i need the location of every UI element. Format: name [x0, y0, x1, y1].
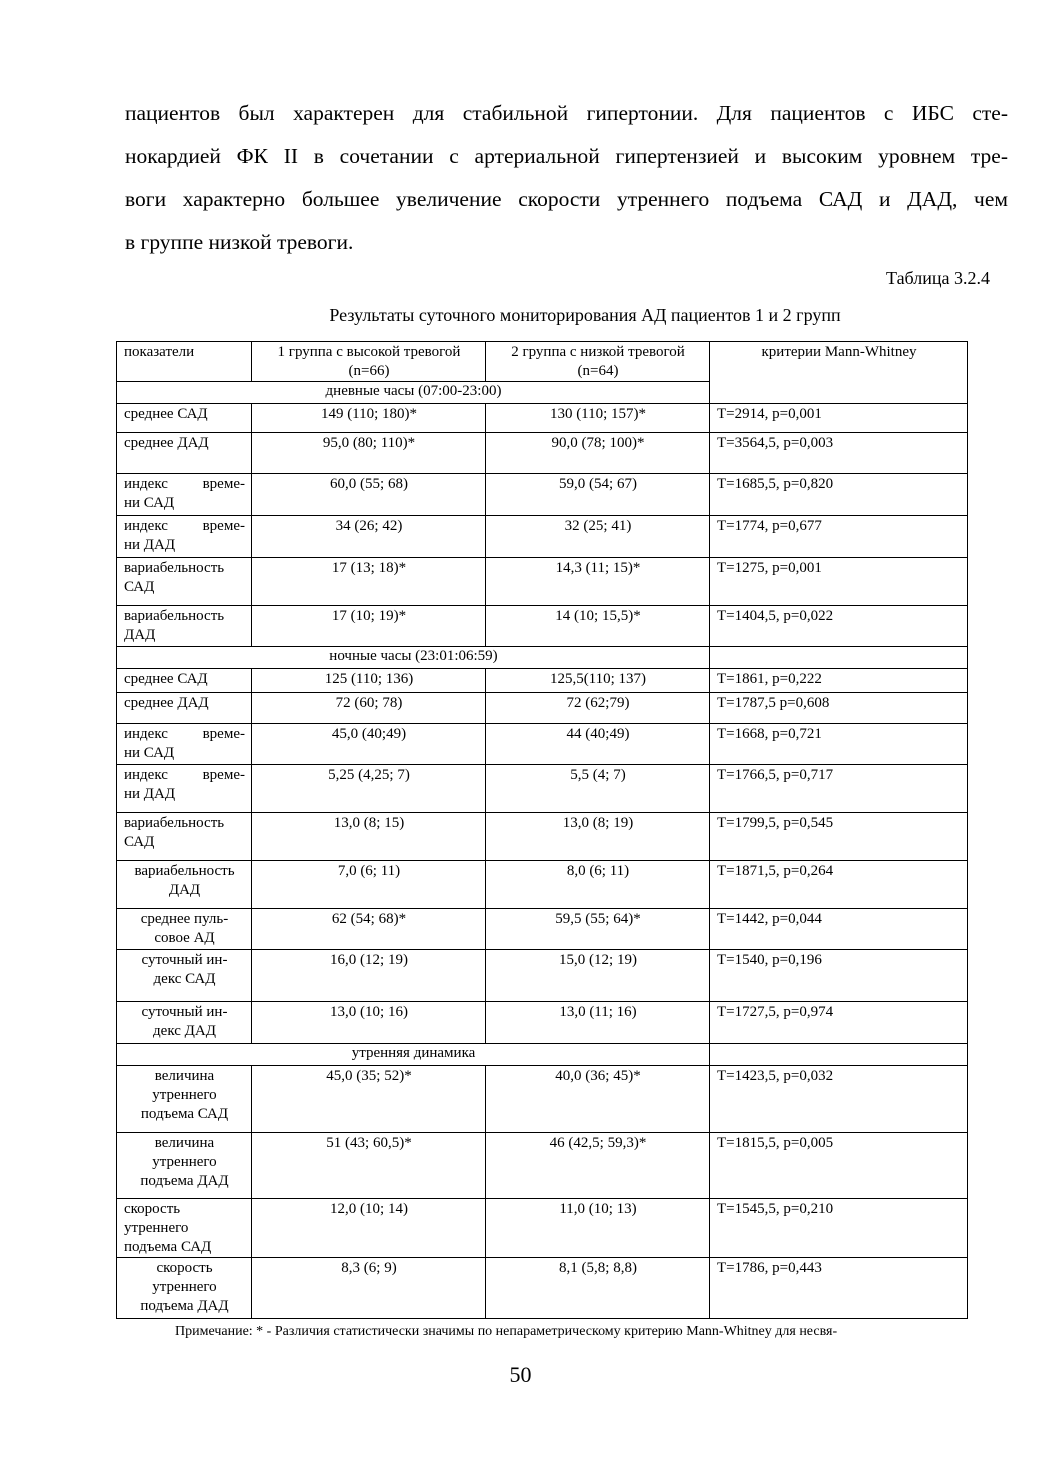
indicator-name-line: величина — [154, 1068, 215, 1084]
table-row — [117, 404, 968, 433]
indicator-name-line: подъема САД — [140, 1106, 229, 1122]
indicator-name-line: ни САД — [124, 495, 175, 511]
indicator-name — [117, 909, 252, 950]
group1-value: 12,0 (10; 14) — [252, 1199, 486, 1258]
group1-value: 45,0 (40;49) — [252, 724, 486, 765]
indicator-name-line: утреннего — [152, 1154, 217, 1170]
group1-value: 17 (13; 18)* — [252, 558, 486, 606]
criteria-value: T=3564,5, p=0,003 — [710, 433, 968, 474]
group1-value: 95,0 (80; 110)* — [252, 433, 486, 474]
indicator-name-line: вариабельность — [124, 815, 225, 831]
group1-value: 13,0 (10; 16) — [252, 1002, 486, 1044]
indicator-name-line: величина — [154, 1135, 215, 1151]
indicator-name-line: индекс време- — [124, 726, 245, 742]
indicator-name: среднее САД — [117, 669, 252, 693]
section-title: дневные часы (07:00-23:00) — [117, 382, 710, 404]
indicator-name-line: ни ДАД — [124, 537, 176, 553]
indicator-name-line: вариабельность — [134, 863, 235, 879]
group1-value: 72 (60; 78) — [252, 693, 486, 724]
section-row — [117, 647, 968, 669]
paragraph-line: пациентов был характерен для стабильной гипертонии. Для пациентов с ИБС сте- — [125, 101, 1008, 125]
table-row — [117, 474, 968, 516]
indicator-name — [117, 1002, 252, 1044]
criteria-value: T=1871,5, p=0,264 — [710, 861, 968, 909]
criteria-value: T=1766,5, p=0,717 — [710, 765, 968, 813]
table-row — [117, 950, 968, 1002]
indicator-name-line: совое АД — [154, 930, 215, 946]
table-row — [117, 1002, 968, 1044]
group2-value: 90,0 (78; 100)* — [486, 433, 710, 474]
group1-value: 17 (10; 19)* — [252, 606, 486, 647]
indicator-name-line: утреннего — [152, 1279, 217, 1295]
group1-value: 8,3 (6; 9) — [252, 1258, 486, 1319]
group2-value: 14 (10; 15,5)* — [486, 606, 710, 647]
group1-value: 7,0 (6; 11) — [252, 861, 486, 909]
indicator-name-line: утреннего — [152, 1087, 217, 1103]
indicator-name — [117, 724, 252, 765]
paragraph-line: нокардией ФК II в сочетании с артериальной гипертензией и высоким уровнем тре- — [125, 144, 1008, 168]
indicator-name — [117, 1133, 252, 1199]
group2-value: 44 (40;49) — [486, 724, 710, 765]
group1-value: 45,0 (35; 52)* — [252, 1066, 486, 1133]
table-row — [117, 813, 968, 861]
group1-value: 5,25 (4,25; 7) — [252, 765, 486, 813]
table-row — [117, 433, 968, 474]
table-row — [117, 1133, 968, 1199]
criteria-value: T=1786, p=0,443 — [710, 1258, 968, 1319]
criteria-value: T=1545,5, p=0,210 — [710, 1199, 968, 1258]
group1-value: 51 (43; 60,5)* — [252, 1133, 486, 1199]
group2-value: 46 (42,5; 59,3)* — [486, 1133, 710, 1199]
page-number: 50 — [509, 1362, 532, 1387]
section-row — [117, 1044, 968, 1066]
indicator-name — [117, 1066, 252, 1133]
indicator-name — [117, 606, 252, 647]
criteria-value: T=1275, p=0,001 — [710, 558, 968, 606]
indicator-name-line: подъема САД — [124, 1239, 212, 1255]
criteria-value: T=1727,5, p=0,974 — [710, 1002, 968, 1044]
indicator-name — [117, 950, 252, 1002]
indicator-name-line: САД — [124, 834, 155, 850]
indicator-name — [117, 1258, 252, 1319]
indicator-name-line: ни ДАД — [124, 786, 176, 802]
criteria-value: T=1442, p=0,044 — [710, 909, 968, 950]
table-row — [117, 1199, 968, 1258]
criteria-value: T=1685,5, p=0,820 — [710, 474, 968, 516]
table-row — [117, 558, 968, 606]
header-group2: 2 группа с низкой тревогой (n=64) — [486, 342, 710, 382]
indicator-name: среднее САД — [117, 404, 252, 433]
indicator-name-line: среднее пуль- — [140, 911, 229, 927]
group2-value: 32 (25; 41) — [486, 516, 710, 558]
indicator-name — [117, 516, 252, 558]
group2-value: 14,3 (11; 15)* — [486, 558, 710, 606]
table-row — [117, 1066, 968, 1133]
group2-value: 72 (62;79) — [486, 693, 710, 724]
section-empty-cell — [710, 1044, 968, 1066]
group1-value: 16,0 (12; 19) — [252, 950, 486, 1002]
group2-value: 130 (110; 157)* — [486, 404, 710, 433]
criteria-value: T=1861, p=0,222 — [710, 669, 968, 693]
group2-value: 59,5 (55; 64)* — [486, 909, 710, 950]
table-row — [117, 516, 968, 558]
table-row — [117, 606, 968, 647]
criteria-value: T=1815,5, p=0,005 — [710, 1133, 968, 1199]
table-row — [117, 909, 968, 950]
table-row — [117, 693, 968, 724]
indicator-name-line: индекс време- — [124, 476, 245, 492]
indicator-name-line: вариабельность — [124, 560, 225, 576]
group2-value: 125,5(110; 137) — [486, 669, 710, 693]
group2-value: 11,0 (10; 13) — [486, 1199, 710, 1258]
table-note: Примечание: * - Различия статистически значимы по непараметрическому критерию Mann-Whitney для несвя- — [175, 1324, 838, 1339]
group2-value: 8,1 (5,8; 8,8) — [486, 1258, 710, 1319]
indicator-name-line: скорость — [124, 1201, 181, 1217]
paragraph-line: воги характерно большее увеличение скорости утреннего подъема САД и ДАД, чем — [125, 187, 1008, 211]
indicator-name-line: ни САД — [124, 745, 175, 761]
indicator-name — [117, 765, 252, 813]
group2-value: 13,0 (8; 19) — [486, 813, 710, 861]
indicator-name-line: подъема ДАД — [140, 1173, 229, 1189]
table-title: Результаты суточного мониторирования АД пациентов 1 и 2 групп — [329, 305, 841, 325]
indicator-name-line: ДАД — [168, 882, 201, 898]
indicator-name: среднее ДАД — [117, 693, 252, 724]
group2-value: 8,0 (6; 11) — [486, 861, 710, 909]
criteria-value: T=1423,5, p=0,032 — [710, 1066, 968, 1133]
indicator-name-line: подъема ДАД — [140, 1298, 229, 1314]
indicator-name-line: скорость — [156, 1260, 213, 1276]
results-table — [116, 341, 968, 1319]
header-indicators: показатели — [117, 342, 252, 382]
section-title: утренняя динамика — [117, 1044, 710, 1066]
header-criteria: критерии Mann-Whitney — [710, 342, 968, 404]
criteria-value: T=2914, p=0,001 — [710, 404, 968, 433]
criteria-value: T=1774, p=0,677 — [710, 516, 968, 558]
indicator-name-line: суточный ин- — [141, 1004, 228, 1020]
group1-value: 62 (54; 68)* — [252, 909, 486, 950]
indicator-name — [117, 861, 252, 909]
header-group1: 1 группа с высокой тревогой (n=66) — [252, 342, 486, 382]
indicator-name — [117, 558, 252, 606]
paragraph-line: в группе низкой тревоги. — [125, 230, 354, 254]
table-row — [117, 724, 968, 765]
criteria-value: T=1668, p=0,721 — [710, 724, 968, 765]
indicator-name-line: декс САД — [153, 971, 216, 987]
indicator-name — [117, 474, 252, 516]
body-paragraph — [125, 92, 1008, 264]
section-empty-cell — [710, 647, 968, 669]
indicator-name-line: индекс време- — [124, 767, 245, 783]
indicator-name-line: ДАД — [124, 627, 156, 643]
indicator-name-line: индекс време- — [124, 518, 245, 534]
group1-value: 125 (110; 136) — [252, 669, 486, 693]
criteria-value: T=1404,5, p=0,022 — [710, 606, 968, 647]
table-header-row — [117, 342, 968, 382]
group2-value: 5,5 (4; 7) — [486, 765, 710, 813]
table-number: Таблица 3.2.4 — [886, 268, 990, 288]
indicator-name-line: вариабельность — [124, 608, 225, 624]
group2-value: 40,0 (36; 45)* — [486, 1066, 710, 1133]
indicator-name-line: декс ДАД — [153, 1023, 216, 1039]
group2-value: 13,0 (11; 16) — [486, 1002, 710, 1044]
criteria-value: T=1799,5, p=0,545 — [710, 813, 968, 861]
group1-value: 149 (110; 180)* — [252, 404, 486, 433]
criteria-value: T=1540, p=0,196 — [710, 950, 968, 1002]
table-row — [117, 861, 968, 909]
group2-value: 59,0 (54; 67) — [486, 474, 710, 516]
group1-value: 60,0 (55; 68) — [252, 474, 486, 516]
group1-value: 34 (26; 42) — [252, 516, 486, 558]
group1-value: 13,0 (8; 15) — [252, 813, 486, 861]
table-row — [117, 669, 968, 693]
indicator-name-line: суточный ин- — [141, 952, 228, 968]
indicator-name — [117, 1199, 252, 1258]
table-row — [117, 1258, 968, 1319]
group2-value: 15,0 (12; 19) — [486, 950, 710, 1002]
indicator-name-line: САД — [124, 579, 155, 595]
indicator-name-line: утреннего — [124, 1220, 189, 1236]
criteria-value: T=1787,5 p=0,608 — [710, 693, 968, 724]
table-row — [117, 765, 968, 813]
section-title: ночные часы (23:01:06:59) — [117, 647, 710, 669]
indicator-name: среднее ДАД — [117, 433, 252, 474]
indicator-name — [117, 813, 252, 861]
